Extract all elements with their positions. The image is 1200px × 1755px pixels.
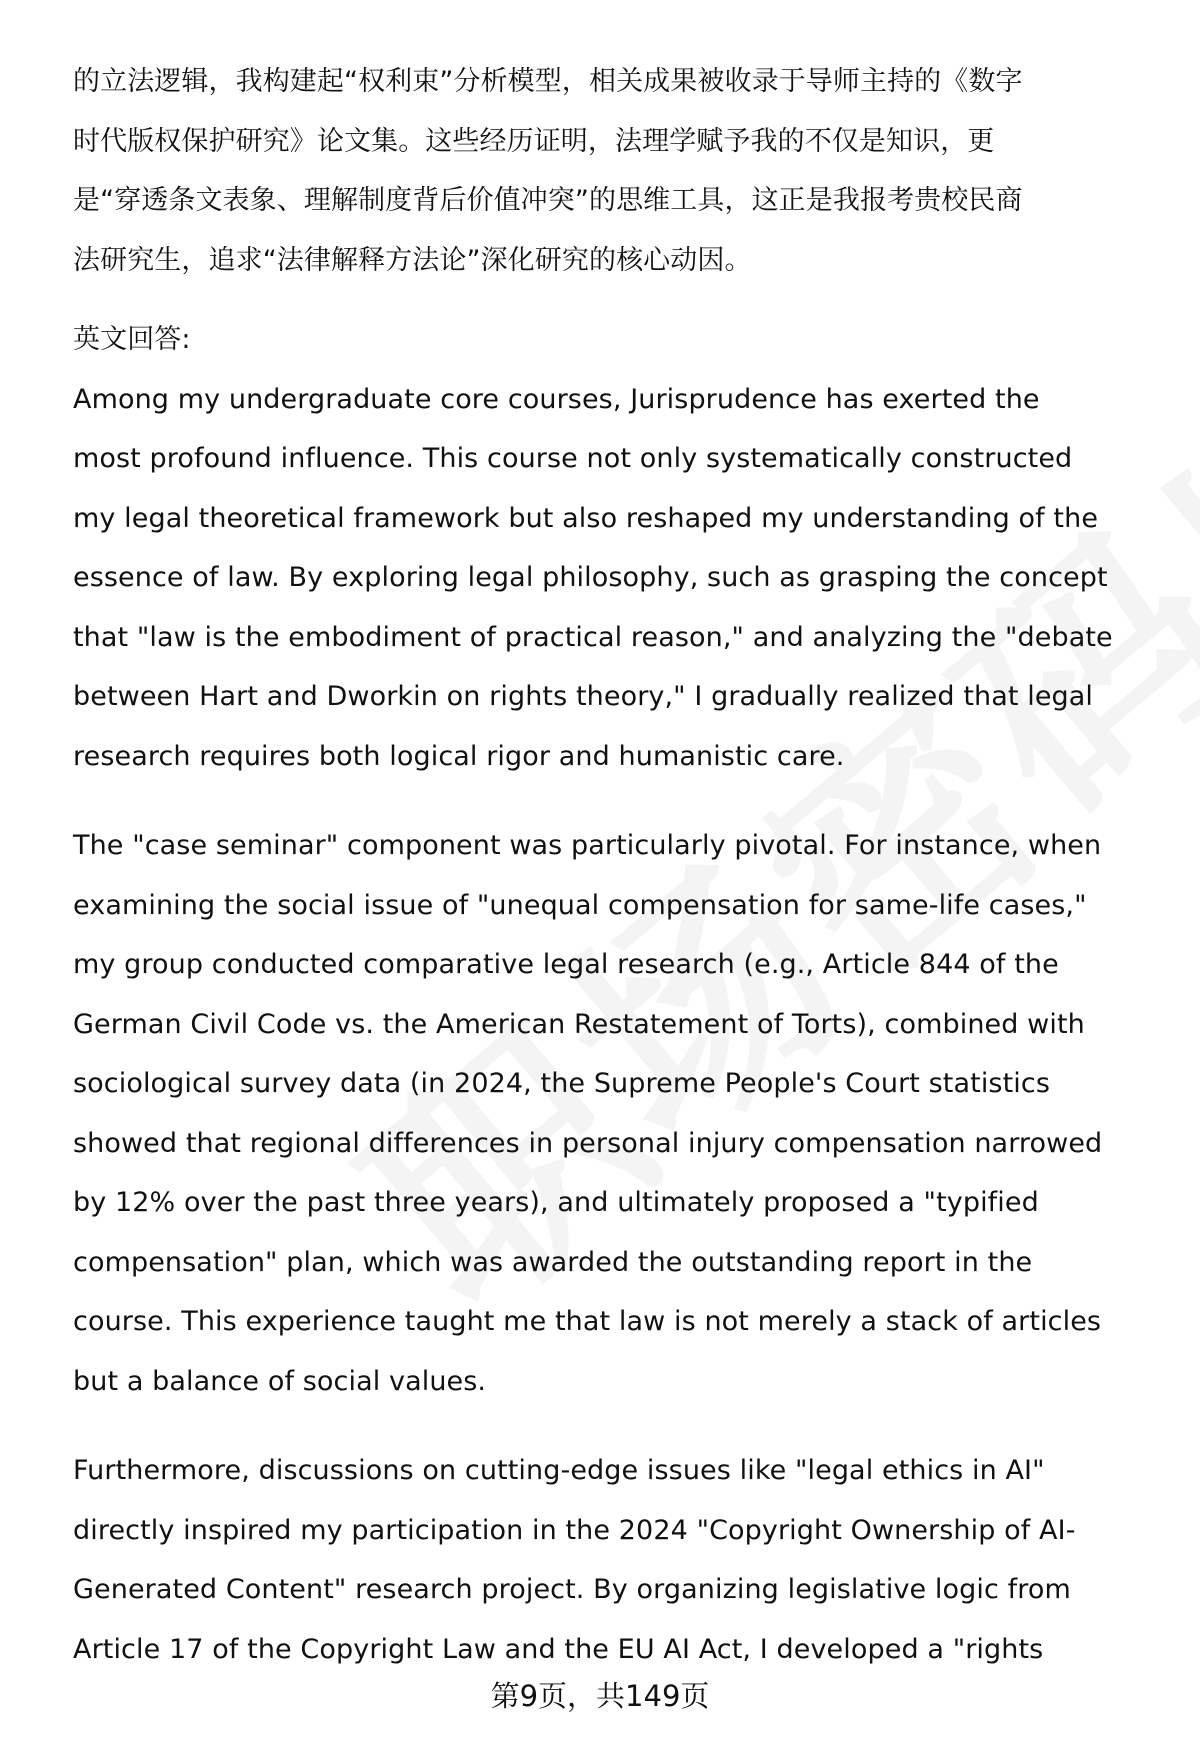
paragraph-case-seminar	[73, 816, 1163, 1411]
text-line: 是“穿透条文表象、理解制度背后价值冲突”的思维工具，这正是我报考贵校民商	[73, 185, 1023, 216]
text-line: sociological survey data (in 2024, the Supreme People's Court statistics	[73, 1068, 1050, 1099]
text-line: my group conducted comparative legal research (e.g., Article 844 of the	[73, 949, 1059, 980]
text-line: German Civil Code vs. the American Restatement of Torts), combined with	[73, 1008, 1085, 1040]
text-line: Among my undergraduate core courses, Jurisprudence has exerted the	[73, 383, 1040, 415]
text-line: 法研究生，追求“法律解释方法论”深化研究的核心动因。	[73, 244, 752, 276]
text-line: examining the social issue of "unequal compensation for same-life cases,"	[73, 889, 1087, 921]
text-line: compensation" plan, which was awarded the outstanding report in the	[73, 1246, 1033, 1278]
text-line: Article 17 of the Copyright Law and the EU AI Act, I developed a "rights	[73, 1633, 1044, 1665]
text-line: between Hart and Dworkin on rights theory," I gradually realized that legal	[73, 681, 1094, 712]
text-line: The "case seminar" component was particularly pivotal. For instance, when	[73, 830, 1102, 861]
text-line: essence of law. By exploring legal philosophy, such as grasping the concept	[73, 562, 1108, 593]
paragraph-jurisprudence	[73, 370, 1163, 787]
text-line: Furthermore, discussions on cutting-edge issues like "legal ethics in AI"	[73, 1455, 1045, 1486]
text-line: that "law is the embodiment of practical reason," and analyzing the "debate	[73, 621, 1113, 653]
text-line: by 12% over the past three years), and ultimately proposed a "typified	[73, 1187, 1039, 1218]
chinese-paragraph	[73, 52, 1163, 290]
text-line: my legal theoretical framework but also reshaped my understanding of the	[73, 502, 1099, 534]
text-line: showed that regional differences in personal injury compensation narrowed	[73, 1127, 1103, 1159]
paragraph-ai-ethics	[73, 1441, 1163, 1679]
text-line: but a balance of social values.	[73, 1365, 487, 1397]
text-line: Generated Content" research project. By organizing legislative logic from	[73, 1574, 1071, 1605]
document-body	[73, 52, 1163, 1679]
text-line: research requires both logical rigor and humanistic care.	[73, 740, 845, 772]
english-answer-label: 英文回答:	[73, 324, 191, 355]
text-line: most profound influence. This course not only systematically constructed	[73, 443, 1073, 474]
text-line: course. This experience taught me that law is not merely a stack of articles	[73, 1306, 1102, 1337]
text-line: directly inspired my participation in the 2024 "Copyright Ownership of AI-	[73, 1514, 1076, 1546]
text-line: 的立法逻辑，我构建起“权利束”分析模型，相关成果被收录于导师主持的《数字	[73, 66, 1023, 97]
text-line: 时代版权保护研究》论文集。这些经历证明，法理学赋予我的不仅是知识，更	[73, 125, 995, 157]
page-number: 第9页，共149页	[490, 1679, 710, 1713]
